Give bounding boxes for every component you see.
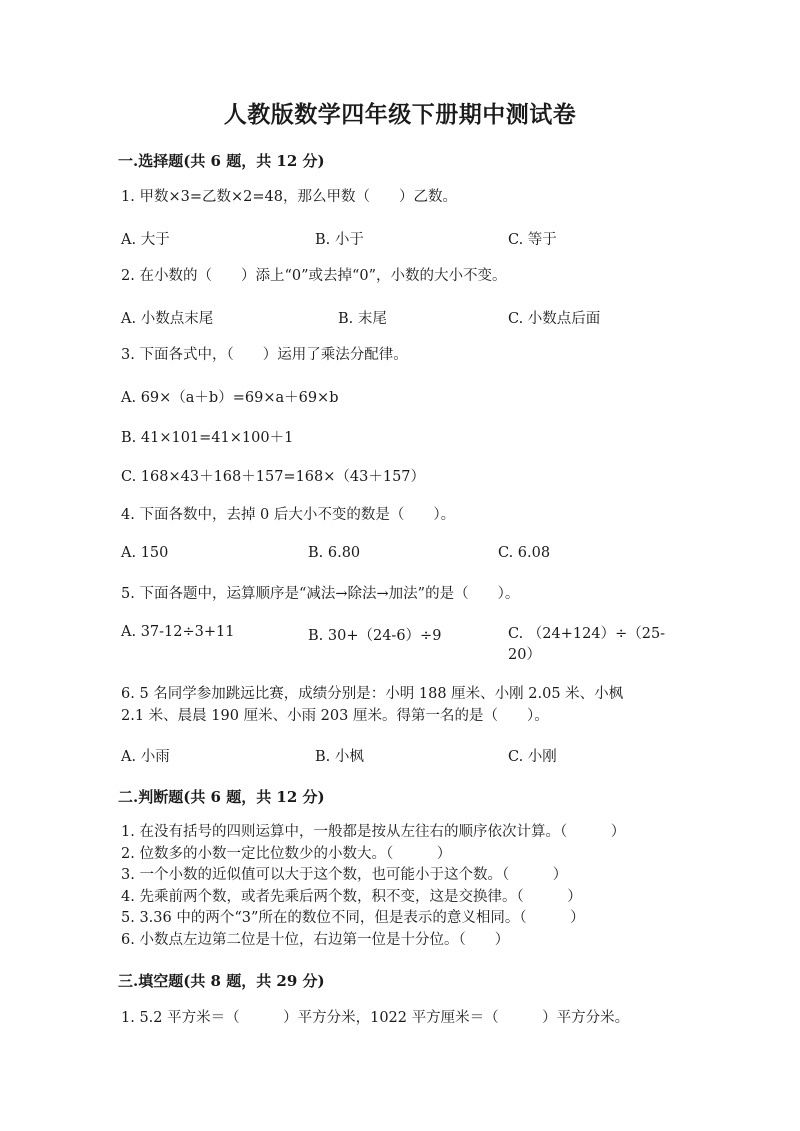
question-6-stem-line1: 6. 5 名同学参加跳远比赛，成绩分别是：小明 188 厘米、小刚 2.05 米、小枫 — [121, 686, 624, 702]
section-heading-fill-blank: 三.填空题(共 8 题，共 29 分) — [118, 972, 325, 990]
question-3-stem: 3. 下面各式中，（ ）运用了乘法分配律。 — [121, 347, 408, 363]
question-4-option-c: C. 6.08 — [498, 545, 551, 561]
judgement-item-6: 6. 小数点左边第二位是十位，右边第一位是十分位。（ ） — [121, 932, 510, 948]
judgement-item-1: 1. 在没有括号的四则运算中，一般都是按从左往右的顺序依次计算。（ ） — [121, 824, 626, 840]
judgement-item-3: 3. 一个小数的近似值可以大于这个数，也可能小于这个数。（ ） — [121, 867, 568, 883]
question-5-stem: 5. 下面各题中，运算顺序是“减法→除法→加法”的是（ ）。 — [121, 586, 520, 602]
question-3-option-a: A. 69×（a＋b）=69×a＋69×b — [121, 390, 339, 406]
judgement-item-2: 2. 位数多的小数一定比位数少的小数大。（ ） — [121, 846, 452, 862]
question-3-option-b: B. 41×101=41×100＋1 — [121, 430, 294, 446]
judgement-item-4: 4. 先乘前两个数，或者先乘后两个数，积不变，这是交换律。（ ） — [121, 889, 582, 905]
question-3-option-c: C. 168×43＋168＋157=168×（43＋157） — [121, 469, 426, 485]
question-2-option-c: C. 小数点后面 — [508, 311, 601, 327]
question-2-option-b: B. 末尾 — [338, 311, 387, 327]
exam-title: 人教版数学四年级下册期中测试卷 — [223, 101, 577, 128]
question-6-option-c: C. 小刚 — [508, 749, 557, 765]
question-4-stem: 4. 下面各数中，去掉 0 后大小不变的数是（ ）。 — [121, 507, 456, 523]
question-4-option-a: A. 150 — [121, 545, 169, 561]
question-4-option-b: B. 6.80 — [308, 545, 361, 561]
question-6-option-a: A. 小雨 — [121, 749, 170, 765]
question-5-option-a: A. 37-12÷3+11 — [121, 624, 235, 640]
fill-blank-item-1: 1. 5.2 平方米＝（ ）平方分米，1022 平方厘米＝（ ）平方分米。 — [121, 1010, 630, 1026]
section-heading-judgement: 二.判断题(共 6 题，共 12 分) — [118, 788, 325, 806]
question-1-option-c: C. 等于 — [508, 232, 557, 248]
question-2-option-a: A. 小数点末尾 — [121, 311, 214, 327]
judgement-item-5: 5. 3.36 中的两个“3”所在的数位不同，但是表示的意义相同。（ ） — [121, 910, 585, 926]
question-2-stem: 2. 在小数的（ ）添上“0”或去掉“0”，小数的大小不变。 — [121, 268, 507, 284]
section-heading-choice: 一.选择题(共 6 题，共 12 分) — [118, 152, 325, 170]
question-1-stem: 1. 甲数×3=乙数×2=48，那么甲数（ ）乙数。 — [121, 189, 457, 205]
question-5-option-b: B. 30+（24-6）÷9 — [308, 628, 442, 644]
question-6-stem-line2: 2.1 米、晨晨 190 厘米、小雨 203 厘米。得第一名的是（ ）。 — [121, 708, 549, 724]
question-1-option-b: B. 小于 — [315, 232, 364, 248]
question-6-option-b: B. 小枫 — [315, 749, 364, 765]
question-5-option-c: C. （24+124）÷（25-20） — [508, 626, 666, 663]
question-1-option-a: A. 大于 — [121, 232, 170, 248]
